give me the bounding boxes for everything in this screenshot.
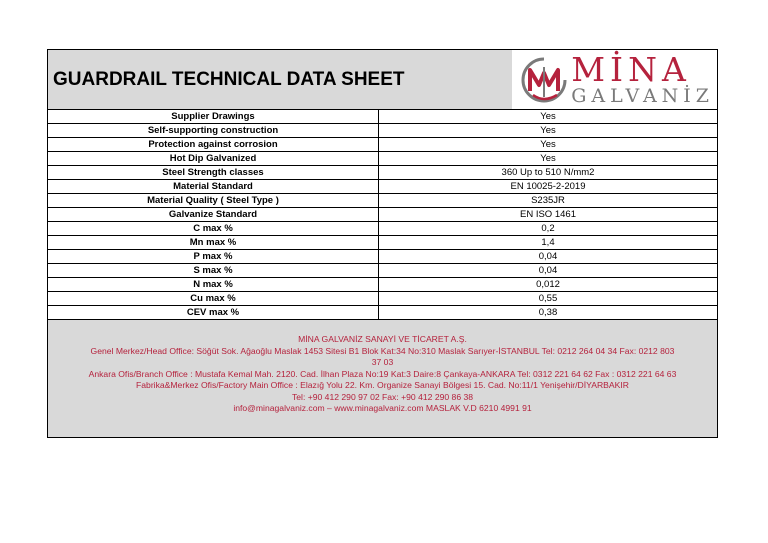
- row-value: Yes: [379, 124, 718, 138]
- row-value: 1,4: [379, 236, 718, 250]
- row-value: EN ISO 1461: [379, 208, 718, 222]
- row-label: S max %: [48, 264, 379, 278]
- sheet-header: [48, 50, 717, 110]
- row-value: 0,55: [379, 292, 718, 306]
- table-row: [48, 152, 717, 166]
- data-sheet: [47, 49, 718, 438]
- row-label: Supplier Drawings: [48, 110, 379, 124]
- row-value: 0,04: [379, 250, 718, 264]
- table-row: [48, 110, 717, 124]
- row-label: Hot Dip Galvanized: [48, 152, 379, 166]
- mina-logo-icon: [519, 55, 569, 105]
- footer-factory: Fabrika&Merkez Ofis/Factory Main Office : Elazığ Yolu 22. Km. Organize Sanayi Bölgesi 15. Cad. No:11/1 Yenişehir/DİYARBAKIR: [136, 380, 629, 390]
- row-value: 0,04: [379, 264, 718, 278]
- row-value: 0,2: [379, 222, 718, 236]
- row-value: 0,38: [379, 306, 718, 320]
- footer-branch-office: Ankara Ofis/Branch Office : Mustafa Kemal Mah. 2120. Cad. İlhan Plaza No:19 Kat:3 Daire:8 Çankaya-ANKARA Tel: 0312 221 64 62 Fax : 0312 221 64 63: [88, 368, 677, 379]
- row-value: Yes: [379, 110, 718, 124]
- row-label: Cu max %: [48, 292, 379, 306]
- footer-factory-tel: Tel: +90 412 290 97 02 Fax: +90 412 290 86 38: [291, 391, 474, 402]
- row-label: Steel Strength classes: [48, 166, 379, 180]
- row-label: Material Quality ( Steel Type ): [48, 194, 379, 208]
- row-label: CEV max %: [48, 306, 379, 320]
- page-title: GUARDRAIL TECHNICAL DATA SHEET: [53, 68, 405, 90]
- table-row: [48, 292, 717, 306]
- table-row: [48, 222, 717, 236]
- table-row: [48, 236, 717, 250]
- row-value: 0,012: [379, 278, 718, 292]
- row-value: EN 10025-2-2019: [379, 180, 718, 194]
- table-row: [48, 138, 717, 152]
- company-logo: [512, 50, 717, 109]
- table-row: [48, 208, 717, 222]
- row-value: Yes: [379, 152, 718, 166]
- table-row: [48, 124, 717, 138]
- row-label: C max %: [48, 222, 379, 236]
- footer-contact: info@minagalvaniz.com – www.minagalvaniz.com MASLAK V.D 6210 4991 91: [233, 403, 532, 413]
- table-row: [48, 250, 717, 264]
- table-row: [48, 306, 717, 320]
- row-value: Yes: [379, 138, 718, 152]
- row-label: Galvanize Standard: [48, 208, 379, 222]
- technical-data-table: [48, 110, 717, 320]
- logo-name: MİNA: [571, 50, 691, 89]
- row-label: P max %: [48, 250, 379, 264]
- table-row: [48, 166, 717, 180]
- table-row: [48, 180, 717, 194]
- row-value: S235JR: [379, 194, 718, 208]
- row-label: N max %: [48, 278, 379, 292]
- row-label: Self-supporting construction: [48, 124, 379, 138]
- row-label: Material Standard: [48, 180, 379, 194]
- footer-company-name: MİNA GALVANİZ SANAYİ VE TİCARET A.Ş.: [298, 334, 467, 344]
- table-row: [48, 194, 717, 208]
- row-value: 360 Up to 510 N/mm2: [379, 166, 718, 180]
- company-footer: [48, 320, 717, 437]
- logo-subname: GALVANİZ: [571, 85, 714, 107]
- row-label: Protection against corrosion: [48, 138, 379, 152]
- table-row: [48, 278, 717, 292]
- footer-head-office: Genel Merkez/Head Office: Söğüt Sok. Ağaoğlu Maslak 1453 Sitesi B1 Blok Kat:34 No:310 Maslak Sarıyer-İSTANBUL Tel: 0212 264 04 34 Fax: 0212 803 37 03: [90, 345, 675, 367]
- table-row: [48, 264, 717, 278]
- row-label: Mn max %: [48, 236, 379, 250]
